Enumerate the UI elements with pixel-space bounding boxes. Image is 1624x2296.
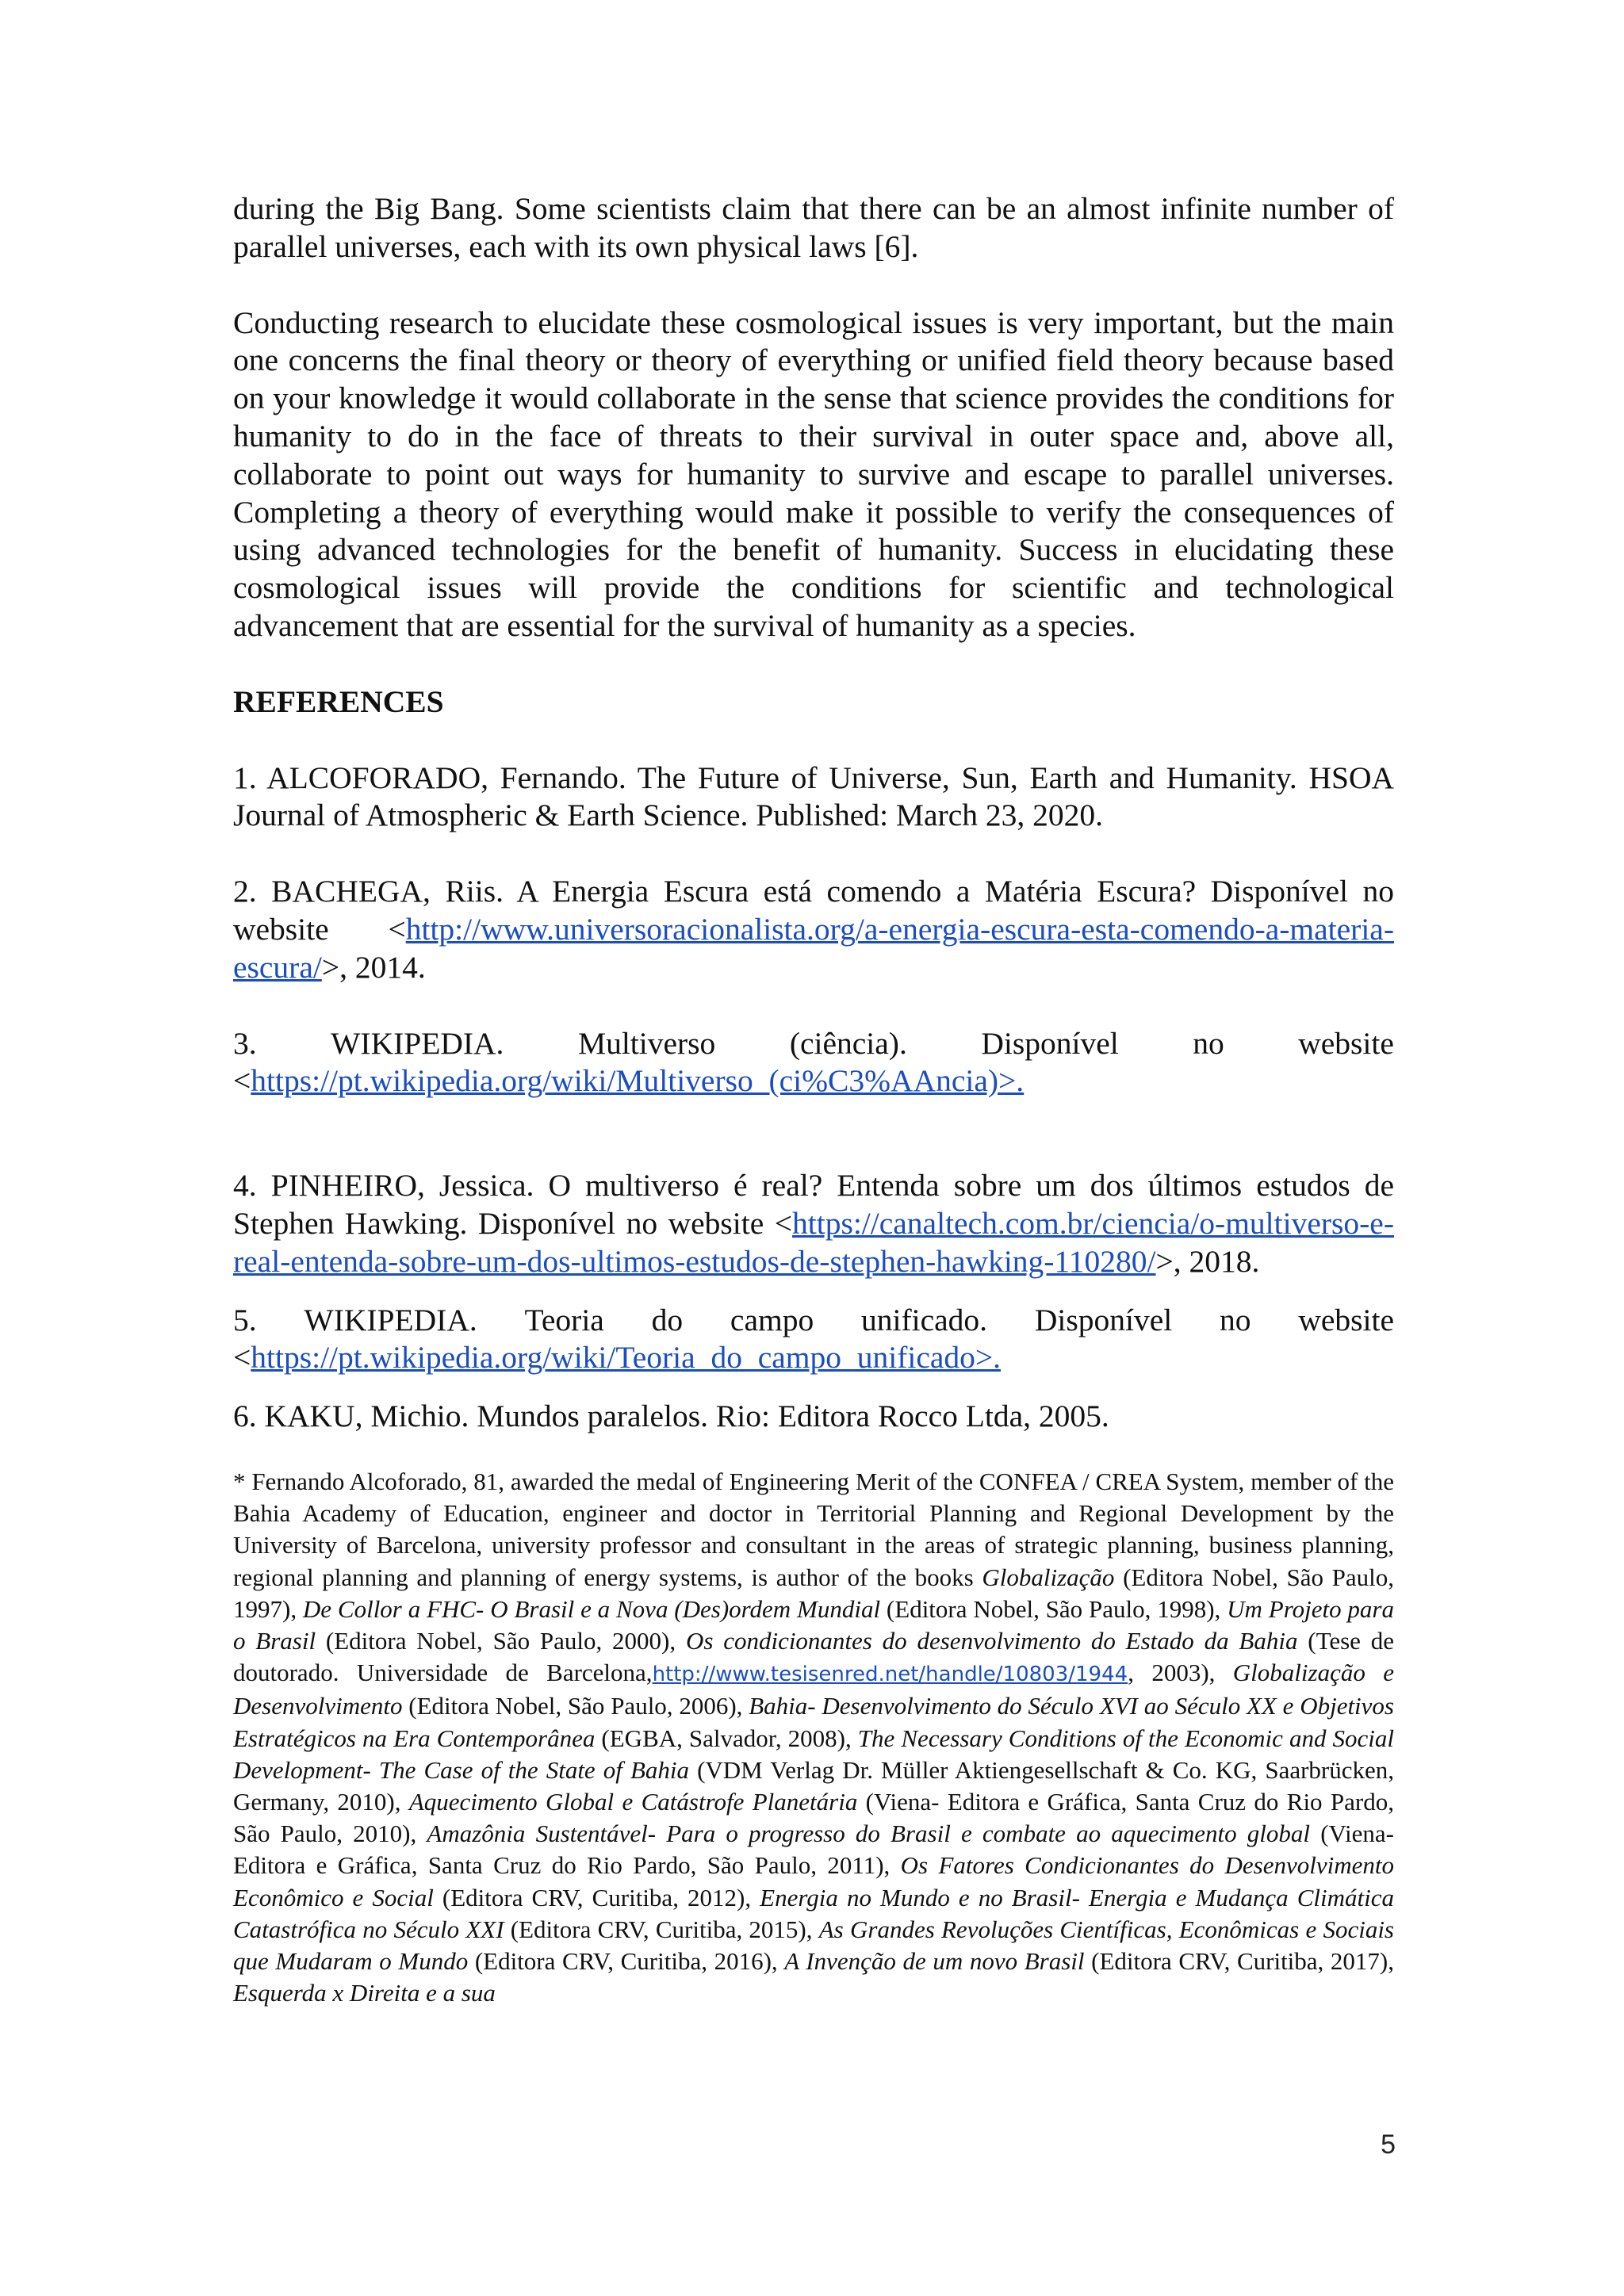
reference-5-word: no [1220, 1302, 1251, 1337]
reference-5-word: 5. [233, 1302, 257, 1337]
reference-5-line-1 [233, 1302, 1394, 1340]
reference-3-word: 3. [233, 1025, 257, 1061]
reference-3-line-2 [233, 1062, 1394, 1100]
bio-text: (Editora Nobel, São Paulo, 2006), [402, 1692, 749, 1720]
reference-3-line-1 [233, 1025, 1394, 1063]
bio-book-title: Os condicionantes do desenvolvimento do Estado da Bahia [685, 1626, 1298, 1655]
bio-text: (Editora Nobel, São Paulo, 1998), [880, 1594, 1228, 1623]
bio-text: (Viena- Editora e Gráfica, Santa Cruz do Rio Pardo, São Paulo, 2010), [233, 1787, 1394, 1848]
reference-3-link[interactable]: https://pt.wikipedia.org/wiki/Multiverso_(ci%C3%AAncia)>. [251, 1063, 1025, 1099]
reference-5-word: do [651, 1302, 684, 1337]
reference-4 [233, 1167, 1394, 1280]
bio-text: * Fernando Alcoforado, 81, awarded the medal of Engineering Merit of the CONFEA / CREA System, member of the Bahia Academy of Education, engineer and doctor in Territorial Planning and Regional Development by the University of Barcelona, university professor and consultant in the areas of strategic planning, business planning, regional planning and planning of energy systems, is author of the books [233, 1467, 1394, 1591]
bio-text: (Editora CRV, Curitiba, 2016), [468, 1946, 785, 1975]
bio-text: (EGBA, Salvador, 2008), [595, 1724, 858, 1752]
reference-5-word: campo [730, 1302, 814, 1337]
bio-text: (Tese de doutorado. Universidade de Barcelona, [233, 1626, 1394, 1687]
page-number: 5 [1381, 2130, 1396, 2160]
bio-text: (Editora Nobel, São Paulo, 1997), [233, 1563, 1394, 1623]
bio-text: (Viena- Editora e Gráfica, Santa Cruz do Rio Pardo, São Paulo, 2011), [233, 1820, 1394, 1880]
bio-book-title: The Necessary Conditions of the Economic and Social Development- The Case of the State of Bahia [233, 1724, 1394, 1784]
reference-5-open: < [233, 1340, 251, 1376]
reference-5-word: unificado. [861, 1302, 988, 1337]
bio-book-title: Esquerda x Direita e a sua [233, 1979, 496, 2007]
bio-text: (Editora CRV, Curitiba, 2012), [433, 1883, 760, 1911]
bio-book-title: Bahia- Desenvolvimento do Século XVI ao Século XX e Objetivos Estratégicos na Era Contemporânea [233, 1692, 1394, 1752]
bio-text: (Editora CRV, Curitiba, 2015), [504, 1915, 819, 1943]
bio-book-title: Globalização [982, 1563, 1115, 1591]
reference-5 [233, 1302, 1394, 1378]
bio-book-title: Um Projeto para o Brasil [233, 1594, 1394, 1655]
bio-text: (Editora Nobel, São Paulo, 2000), [316, 1626, 686, 1655]
bio-book-title: As Grandes Revoluções Científicas, Econômicas e Sociais que Mudaram o Mundo [233, 1915, 1394, 1975]
reference-4-text: 4. PINHEIRO, Jessica. O multiverso é real? Entenda sobre um dos últimos estudos de Stephen Hawking. Disponível no website < [233, 1168, 1394, 1241]
reference-5-word: WIKIPEDIA. [304, 1302, 477, 1337]
reference-2-text: 2. BACHEGA, Riis. A Energia Escura está comendo a Matéria Escura? Disponível no website < [233, 874, 1394, 947]
bio-book-title: Globalização e Desenvolvimento [233, 1659, 1394, 1720]
author-bio [233, 1466, 1394, 2009]
bio-book-title: De Collor a FHC- O Brasil e a Nova (Des)ordem Mundial [302, 1594, 881, 1623]
bio-book-title: Amazônia Sustentável- Para o progresso do Brasil e combate ao aquecimento global [427, 1820, 1311, 1848]
reference-3-word: website [1298, 1025, 1394, 1061]
reference-5-link[interactable]: https://pt.wikipedia.org/wiki/Teoria_do_campo_unificado>. [251, 1340, 1002, 1376]
bio-text: (Editora CRV, Curitiba, 2017), [1084, 1946, 1394, 1975]
bio-book-title: A Invenção de um novo Brasil [784, 1946, 1085, 1975]
document-page [233, 190, 1394, 2009]
reference-3-word: no [1193, 1025, 1224, 1061]
reference-2 [233, 873, 1394, 986]
reference-5-word: Disponível [1034, 1302, 1173, 1337]
reference-3-word: Disponível [981, 1025, 1119, 1061]
references-heading: REFERENCES [233, 683, 444, 719]
reference-4-link[interactable]: https://canaltech.com.br/ciencia/o-multiverso-e-real-entenda-sobre-um-dos-ultimos-estudos-de-stephen-hawking-110280/ [233, 1205, 1394, 1279]
intro-paragraph-1: during the Big Bang. Some scientists claim that there can be an almost infinite number of parallel universes, each with its own physical laws [6]. [233, 191, 1394, 264]
reference-3-open: < [233, 1063, 251, 1099]
reference-1: 1. ALCOFORADO, Fernando. The Future of Universe, Sun, Earth and Humanity. HSOA Journal of Atmospheric & Earth Science. Published: March 23, 2020. [233, 760, 1394, 833]
reference-3 [233, 1025, 1394, 1101]
bio-book-title: Os Fatores Condicionantes do Desenvolvimento Econômico e Social [233, 1851, 1394, 1911]
reference-3-word: (ciência). [789, 1025, 907, 1061]
bio-text: , 2003), [1128, 1659, 1233, 1687]
intro-paragraph-2: Conducting research to elucidate these cosmological issues is very important, but the main one concerns the final theory or theory of everything or unified field theory because based on your knowledge it would collaborate in the sense that science provides the conditions for humanity to do in the face of threats to their survival in outer space and, above all, collaborate to point out ways for humanity to survive and escape to parallel universes. Completing a theory of everything would make it possible to verify the consequences of using advanced technologies for the benefit of humanity. Success in elucidating these cosmological issues will provide the conditions for scientific and technological advancement that are essential for the survival of humanity as a species. [233, 304, 1394, 643]
reference-5-line-2 [233, 1339, 1394, 1377]
bio-text: (VDM Verlag Dr. Müller Aktiengesellschaft & Co. KG, Saarbrücken, Germany, 2010), [233, 1755, 1394, 1816]
reference-5-word: website [1298, 1302, 1394, 1337]
bio-book-title: Aquecimento Global e Catástrofe Planetária [408, 1787, 858, 1816]
reference-2-suffix: >, 2014. [321, 949, 426, 985]
bio-thesis-link[interactable]: http://www.tesisenred.net/handle/10803/1944 [652, 1663, 1128, 1687]
reference-5-word: Teoria [524, 1302, 604, 1337]
reference-3-word: Multiverso [577, 1025, 716, 1061]
reference-4-suffix: >, 2018. [1155, 1243, 1260, 1279]
bio-book-title: Energia no Mundo e no Brasil- Energia e Mudança Climática Catastrófica no Século XXI [233, 1883, 1394, 1943]
reference-3-word: WIKIPEDIA. [331, 1025, 504, 1061]
reference-6: 6. KAKU, Michio. Mundos paralelos. Rio: Editora Rocco Ltda, 2005. [233, 1399, 1109, 1434]
reference-2-link[interactable]: http://www.universoracionalista.org/a-energia-escura-esta-comendo-a-materia-escura/ [233, 911, 1394, 985]
